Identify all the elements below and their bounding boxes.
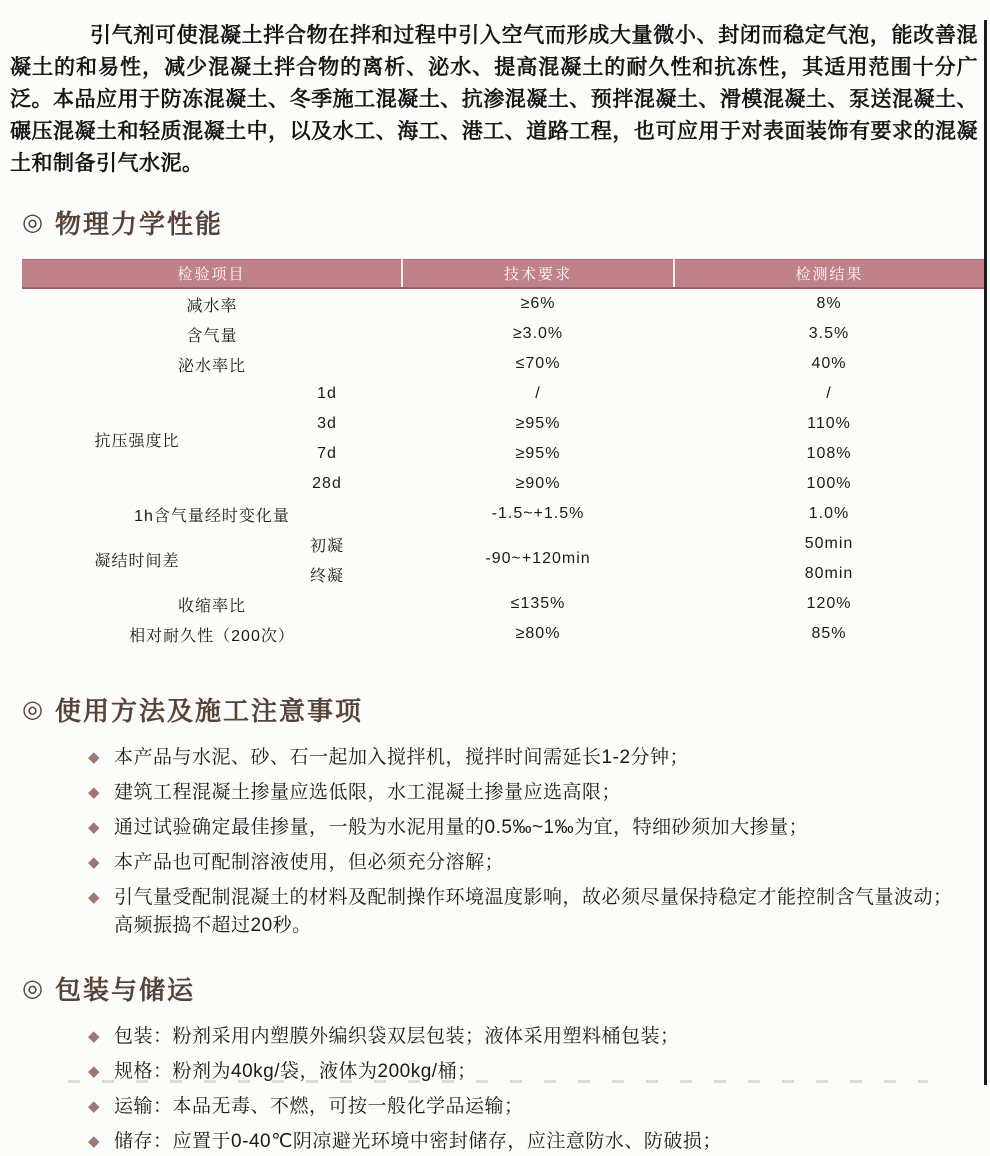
document-page <box>0 20 990 1152</box>
section-marker-icon: ◎ <box>22 696 45 723</box>
table-row <box>22 288 984 319</box>
list-item-text: 本产品也可配制溶液使用，但必须充分溶解； <box>114 852 505 873</box>
list-item <box>88 779 960 807</box>
diamond-bullet-icon: ◆ <box>88 819 101 836</box>
properties-table <box>22 259 984 649</box>
list-item-text: 引气量受配制混凝土的材料及配制操作环境温度影响，故必须尽量保持稳定才能控制含气量波动；高频振捣不超过20秒。 <box>114 887 953 936</box>
diamond-bullet-icon: ◆ <box>88 784 101 801</box>
cell-requirement: ≥80% <box>515 625 561 642</box>
list-item <box>88 1023 960 1051</box>
list-item <box>88 884 960 940</box>
table-row <box>22 589 984 619</box>
cell-subitem: 初凝 <box>310 537 345 555</box>
cell-requirement: -1.5~+1.5% <box>491 505 585 522</box>
cell-subitem: 终凝 <box>310 567 345 585</box>
list-item <box>88 1093 960 1121</box>
cell-item: 减水率 <box>186 297 238 315</box>
list-item-text: 运输：本品无毒、不燃，可按一般化学品运输； <box>114 1096 524 1117</box>
section-heading-usage <box>22 691 990 728</box>
diamond-bullet-icon: ◆ <box>88 889 101 906</box>
list-item <box>88 814 960 842</box>
table-row <box>22 379 984 409</box>
list-item-text: 包装：粉剂采用内塑膜外编织袋双层包装；液体采用塑料桶包装； <box>114 1026 680 1047</box>
cell-result: 120% <box>806 595 852 612</box>
section-heading-packaging <box>22 970 990 1007</box>
cell-result: 100% <box>806 475 852 492</box>
cell-requirement: ≤70% <box>515 355 561 372</box>
diamond-bullet-icon: ◆ <box>88 1028 101 1045</box>
cell-result: 108% <box>806 445 852 462</box>
table-row <box>22 319 984 349</box>
diamond-bullet-icon: ◆ <box>88 1063 101 1080</box>
table-row <box>22 619 984 649</box>
list-item <box>88 744 960 772</box>
cell-requirement: / <box>535 385 541 402</box>
cell-item: 凝结时间差 <box>94 552 180 570</box>
cell-item: 收缩率比 <box>178 597 247 615</box>
cell-item: 相对耐久性（200次） <box>129 627 295 645</box>
list-item-text: 规格：粉剂为40kg/袋，液体为200kg/桶； <box>114 1061 477 1082</box>
page-edge-line <box>984 20 987 1085</box>
section-marker-icon: ◎ <box>22 209 45 236</box>
list-item-text: 储存：应置于0-40℃阴凉避光环境中密封储存，应注意防水、防破损； <box>114 1131 722 1152</box>
cell-item: 抗压强度比 <box>94 432 180 450</box>
cell-requirement: ≥95% <box>515 415 561 432</box>
cell-requirement: ≥3.0% <box>512 325 564 342</box>
cell-result: 110% <box>807 415 851 432</box>
cell-subitem: 7d <box>317 445 337 462</box>
column-header-requirement: 技术要求 <box>402 260 674 289</box>
cell-result: 50min <box>804 535 854 552</box>
cell-item: 1h含气量经时变化量 <box>134 507 290 525</box>
intro-paragraph: 引气剂可使混凝土拌合物在拌和过程中引入空气而形成大量微小、封闭而稳定气泡，能改善混凝土的和易性，减少混凝土拌合物的离析、泌水、提高混凝土的耐久性和抗冻性，其适用范围十分广泛。本品应用于防冻混凝土、冬季施工混凝土、抗渗混凝土、预拌混凝土、滑模混凝土、泵送混凝土、碾压混凝土和轻质混凝土中，以及水工、海工、港工、道路工程，也可应用于对表面装饰有要求的混凝土和制备引气水泥。 <box>10 24 978 175</box>
diamond-bullet-icon: ◆ <box>88 1133 101 1150</box>
diamond-bullet-icon: ◆ <box>88 854 101 871</box>
cell-result: 40% <box>811 355 847 372</box>
list-item <box>88 1128 960 1156</box>
cell-requirement: ≥95% <box>515 445 561 462</box>
table-row <box>22 529 984 559</box>
cell-subitem: 3d <box>317 415 337 432</box>
cell-result: 3.5% <box>808 325 850 342</box>
table-row <box>22 349 984 379</box>
cell-result: 85% <box>811 625 847 642</box>
cell-item: 泌水率比 <box>178 357 247 375</box>
section-heading-physical <box>22 204 990 241</box>
column-header-result: 检测结果 <box>674 260 984 289</box>
cell-result: / <box>826 385 832 402</box>
list-item-text: 通过试验确定最佳掺量，一般为水泥用量的0.5‰~1‰为宜，特细砂须加大掺量； <box>114 817 809 838</box>
cell-subitem: 1d <box>317 385 337 402</box>
cell-result: 8% <box>816 295 842 312</box>
table-header-row <box>22 260 984 289</box>
column-header-item: 检验项目 <box>22 260 402 289</box>
list-item-text: 建筑工程混凝土掺量应选低限，水工混凝土掺量应选高限； <box>114 782 622 803</box>
section-title: 包装与储运 <box>54 975 195 1005</box>
cutoff-scan-remnant <box>68 1080 928 1083</box>
section-title: 物理力学性能 <box>54 209 223 239</box>
section-title: 使用方法及施工注意事项 <box>54 696 363 726</box>
cell-requirement: ≥90% <box>515 475 561 492</box>
cell-subitem: 28d <box>312 475 342 492</box>
cell-result: 80min <box>804 565 854 582</box>
usage-bullet-list <box>0 744 990 940</box>
cell-requirement: ≥6% <box>520 295 556 312</box>
diamond-bullet-icon: ◆ <box>88 1098 101 1115</box>
list-item-text: 本产品与水泥、砂、石一起加入搅拌机，搅拌时间需延长1-2分钟； <box>114 747 690 768</box>
diamond-bullet-icon: ◆ <box>88 749 101 766</box>
list-item <box>88 849 960 877</box>
cell-result: 1.0% <box>808 505 850 522</box>
cell-item: 含气量 <box>186 327 238 345</box>
packaging-bullet-list <box>0 1023 990 1156</box>
section-marker-icon: ◎ <box>22 975 45 1002</box>
table-row <box>22 499 984 529</box>
cell-requirement: ≤135% <box>510 595 566 612</box>
cell-requirement: -90~+120min <box>485 550 591 567</box>
